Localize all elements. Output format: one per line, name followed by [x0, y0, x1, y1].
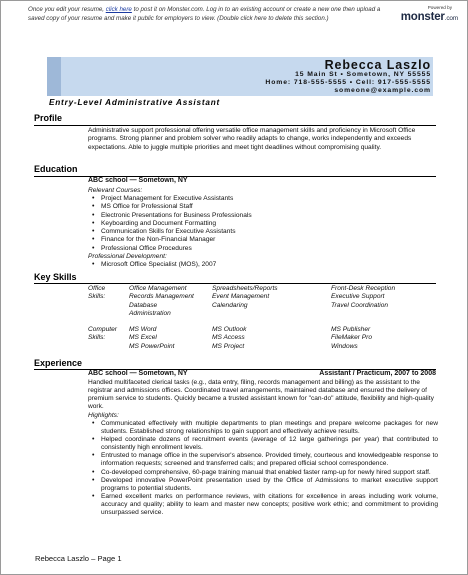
logo-suffix: com — [446, 15, 458, 22]
profile-text: Administrative support professional offering versatile office management skills and proficiency in Microsoft Office programs. Strong planner and problem solver who readily adapts to change, works independently and exceeds expectations. Able to juggle multiple priorities and meet tight deadlines without compromising quality. — [88, 127, 416, 151]
computer-label-line1: Computer — [88, 326, 117, 333]
experience-school: ABC school — Sometown, NY — [88, 370, 188, 377]
skills-rule — [34, 283, 436, 284]
candidate-name: Rebecca Laszlo — [324, 58, 431, 72]
skill-item: MS Access — [212, 334, 245, 342]
course-item: • Keyboarding and Document Formatting — [88, 220, 408, 228]
office-skills-label — [88, 285, 105, 302]
education-school: ABC school — Sometown, NY — [88, 177, 188, 184]
course-item: • MS Office for Professional Staff — [88, 203, 408, 211]
header-accent-stripe — [47, 57, 62, 96]
highlight-item: • Helped coordinate dozens of recruitment events (average of 12 large gatherings per year) that contributed to consistently high enrollment levels. — [88, 436, 438, 452]
highlight-item: • Communicated effectively with multiple departments to plan meetings and prepare welcome packages for new students. Established strong relationships to gain support and effectively achieve results. — [88, 420, 438, 436]
computer-label-line2: Skills: — [88, 334, 106, 342]
office-label-line2: Skills: — [88, 293, 106, 301]
highlight-item: • Developed innovative PowerPoint presentation used by the Office of Admissions to market executive support programs to potential students. — [88, 477, 438, 493]
skill-item: MS Excel — [129, 334, 157, 342]
skill-item: Event Management — [212, 293, 270, 301]
page-footer: Rebecca Laszlo – Page 1 — [35, 554, 122, 563]
monster-logo[interactable] — [401, 11, 458, 23]
profile-heading: Profile — [34, 113, 63, 123]
monster-banner — [28, 4, 464, 51]
course-item: • Project Management for Executive Assistants — [88, 195, 408, 203]
experience-summary: Handled multifaceted clerical tasks (e.g., data entry, filing, records management and billing) as the assistant to the registrar and admissions offices. Coordinated travel arrangements, maintained database and ensured the delivery of premium service to students. Quickly became a trusted assistant known for "can-do" attitude, flexibility and high-quality work. — [88, 379, 434, 411]
office-skills-col1 — [129, 285, 211, 318]
computer-skills-col2 — [212, 326, 322, 351]
candidate-address: 15 Main St • Sometown, NY 55555 — [295, 71, 431, 78]
powered-by-label: Powered by — [427, 5, 452, 10]
highlights-label: Highlights: — [88, 412, 119, 419]
skill-item: Administration — [129, 309, 171, 317]
skill-item: Executive Support — [331, 293, 385, 301]
experience-heading: Experience — [34, 358, 83, 368]
banner-instructions — [28, 5, 388, 23]
skill-item: MS Outlook — [212, 326, 247, 333]
skill-item: MS PowerPoint — [129, 342, 175, 350]
highlight-item: • Earned excellent marks on performance reviews, with citations for excellence in areas including work volume, accuracy and quality; ability to learn and master new concepts; positive work ethic; and commitment to providing unsurpassed service. — [88, 493, 438, 517]
skill-item: MS Project — [212, 342, 245, 350]
skill-item: Windows — [331, 342, 358, 350]
skill-item: MS Publisher — [331, 326, 371, 333]
objective-title: Entry-Level Administrative Assistant — [49, 98, 221, 107]
skill-item: Front-Desk Reception — [331, 285, 396, 292]
office-skills-col2 — [212, 285, 322, 310]
development-item: • Microsoft Office Specialist (MOS), 2007 — [88, 261, 408, 269]
skill-item: Spreadsheets/Reports — [212, 285, 278, 292]
profile-rule — [34, 125, 436, 126]
computer-skills-col3 — [331, 326, 436, 351]
skill-item: MS Word — [129, 326, 157, 333]
candidate-email: someone@example.com — [334, 87, 431, 94]
skills-heading: Key Skills — [34, 272, 77, 282]
skill-item: Travel Coordination — [331, 301, 389, 309]
course-item: • Communication Skills for Executive Assistants — [88, 228, 408, 236]
education-heading: Education — [34, 164, 78, 174]
candidate-phones: Home: 718-555-5555 • Cell: 917-555-5555 — [265, 79, 431, 86]
skill-item: Office Management — [129, 285, 187, 292]
skill-item: Database — [129, 301, 158, 309]
highlight-item: • Co-developed comprehensive, 60-page training manual that enabled faster ramp-up for newly hired support staff. — [88, 469, 438, 477]
development-label: Professional Development: — [88, 253, 167, 260]
experience-role: Assistant / Practicum, 2007 to 2008 — [319, 370, 436, 377]
course-item: • Professional Office Procedures — [88, 245, 408, 253]
office-label-line1: Office — [88, 285, 106, 292]
skill-item: Records Management — [129, 293, 194, 301]
post-resume-link[interactable]: click here — [105, 6, 132, 13]
logo-dot: . — [444, 15, 447, 22]
logo-main: monster — [400, 11, 445, 23]
courses-label: Relevant Courses: — [88, 187, 143, 194]
courses-list — [88, 195, 408, 253]
banner-note-post: to post it on Monster.com. Log in to an existing account or create a new one then upload a saved copy of your resume and make it public for employers to view. (Double click here to delete this section.) — [28, 6, 381, 22]
course-item: • Electronic Presentations for Business Professionals — [88, 212, 408, 220]
development-list — [88, 261, 408, 269]
banner-note-pre: Once you edit your resume, — [28, 6, 106, 13]
skill-item: Calendaring — [212, 301, 248, 309]
highlights-list — [88, 420, 438, 517]
office-skills-col3 — [331, 285, 436, 310]
skill-item: FileMaker Pro — [331, 334, 373, 342]
highlight-item: • Entrusted to manage office in the supervisor's absence. Provided timely, courteous and knowledgeable response to information requests; screened and transferred calls; and prepared official school correspondence. — [88, 452, 438, 468]
computer-skills-col1 — [129, 326, 211, 351]
course-item: • Finance for the Non-Financial Manager — [88, 236, 408, 244]
computer-skills-label — [88, 326, 117, 343]
